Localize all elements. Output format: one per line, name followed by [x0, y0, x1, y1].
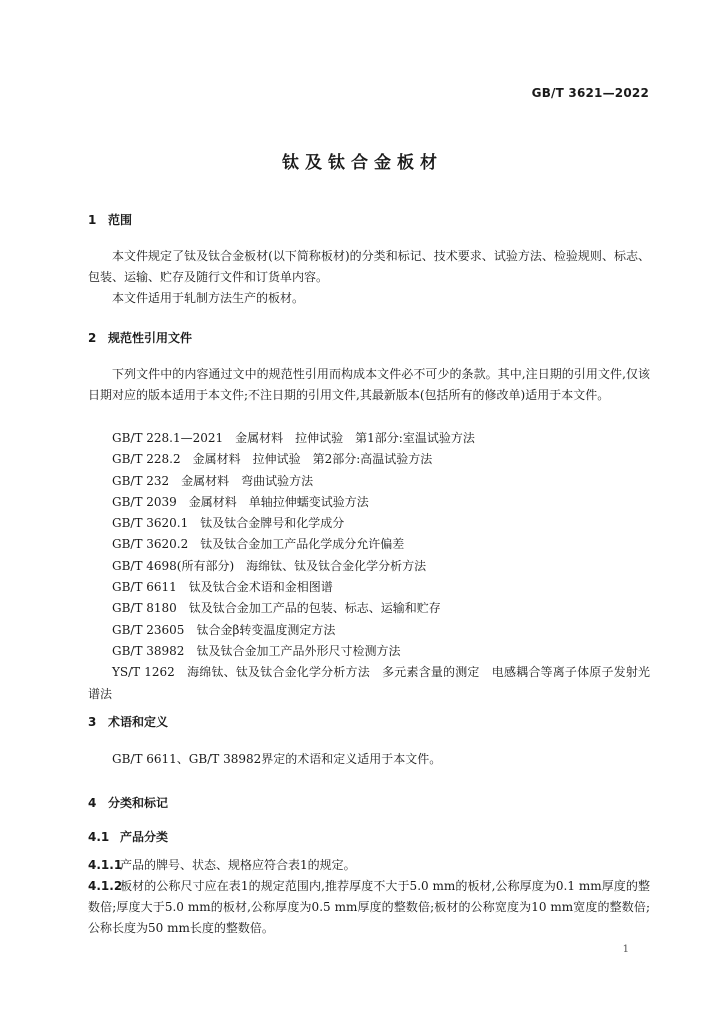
section-number: 4: [88, 796, 97, 810]
scope-paragraph-1: 本文件规定了钛及钛合金板材(以下简称板材)的分类和标记、技术要求、试验方法、检验规则、标志、包装、运输、贮存及随行文件和订货单内容。: [88, 249, 650, 284]
standard-code: GB/T 3621—2022: [531, 86, 649, 100]
reference-item: GB/T 38982 钛及钛合金加工产品外形尺寸检测方法: [112, 643, 401, 658]
terms-paragraph: GB/T 6611、GB/T 38982界定的术语和定义适用于本文件。: [112, 752, 442, 766]
section-number: 3: [88, 715, 97, 729]
page-number: 1: [622, 944, 629, 955]
section-title: 范围: [108, 213, 133, 227]
reference-item: GB/T 2039 金属材料 单轴拉伸蠕变试验方法: [112, 494, 369, 509]
section-title: 规范性引用文件: [108, 331, 193, 345]
references-intro: 下列文件中的内容通过文中的规范性引用而构成本文件必不可少的条款。其中,注日期的引用文件,仅该日期对应的版本适用于本文件;不注日期的引用文件,其最新版本(包括所有的修改单)适用于本文件。: [88, 367, 650, 402]
document-title: 钛及钛合金板材: [282, 153, 443, 173]
reference-item: GB/T 3620.2 钛及钛合金加工产品化学成分允许偏差: [112, 537, 405, 552]
subsection-number: 4.1: [88, 830, 110, 844]
clause-number: 4.1.2: [88, 879, 123, 893]
reference-item: GB/T 6611 钛及钛合金术语和金相图谱: [112, 580, 333, 595]
clause-text: 产品的牌号、状态、规格应符合表1的规定。: [120, 858, 356, 872]
reference-item: GB/T 228.1—2021 金属材料 拉伸试验 第1部分:室温试验方法: [112, 431, 475, 445]
scope-paragraph-2: 本文件适用于轧制方法生产的板材。: [112, 291, 305, 305]
reference-item: GB/T 232 金属材料 弯曲试验方法: [112, 473, 314, 488]
section-heading-normative-references: [88, 329, 192, 346]
section-heading-terms: [88, 713, 168, 730]
section-heading-scope: [88, 211, 132, 228]
section-number: 2: [88, 331, 97, 345]
reference-item: GB/T 4698(所有部分) 海绵钛、钛及钛合金化学分析方法: [112, 558, 427, 573]
subsection-title: 产品分类: [120, 830, 169, 844]
clause-4-1-2: [88, 876, 650, 939]
reference-item: GB/T 23605 钛合金β转变温度测定方法: [112, 622, 336, 637]
clause-4-1-1: [88, 855, 650, 876]
clause-number: 4.1.1: [88, 858, 123, 872]
section-heading-classification: [88, 794, 168, 811]
section-number: 1: [88, 213, 97, 227]
reference-list: [88, 428, 650, 705]
reference-item: GB/T 8180 钛及钛合金加工产品的包装、标志、运输和贮存: [112, 601, 441, 616]
section-title: 分类和标记: [108, 796, 169, 810]
clause-text: 板材的公称尺寸应在表1的规定范围内,推荐厚度不大于5.0 mm的板材,公称厚度为0.1 mm厚度的整数倍;厚度大于5.0 mm的板材,公称厚度为0.5 mm厚度的整数倍;板材的公称宽度为10 mm宽度的整数倍;公称长度为50 mm长度的整数倍。: [88, 879, 650, 935]
reference-item: YS/T 1262 海绵钛、钛及钛合金化学分析方法 多元素含量的测定 电感耦合等离子体原子发射光谱法: [88, 665, 650, 701]
section-title: 术语和定义: [108, 715, 169, 729]
reference-item: GB/T 228.2 金属材料 拉伸试验 第2部分:高温试验方法: [112, 452, 433, 467]
subsection-heading-product-classification: [88, 828, 168, 845]
reference-item: GB/T 3620.1 钛及钛合金牌号和化学成分: [112, 516, 345, 531]
